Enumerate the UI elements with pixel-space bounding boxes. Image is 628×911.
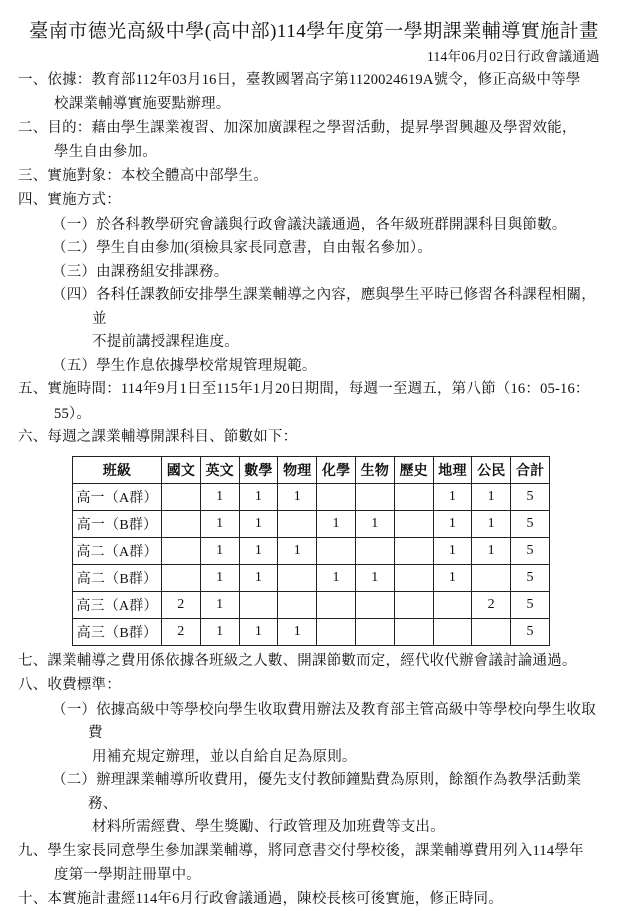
cell (278, 591, 317, 618)
cell (433, 591, 472, 618)
cell (355, 537, 394, 564)
cell (278, 510, 317, 537)
clause-9-continued: 度第一學期註冊單中。 (54, 867, 201, 884)
clause-4: 四、實施方式： (18, 192, 121, 209)
cell: 1 (239, 618, 278, 645)
cell (278, 564, 317, 591)
col-civics: 公民 (472, 456, 511, 483)
approval-date: 114年06月02日行政會議通過 (426, 49, 600, 64)
cell (355, 483, 394, 510)
table-header-row (73, 456, 550, 483)
cell: 1 (200, 591, 239, 618)
clause-1: 一、依據：教育部112年03月16日，臺教國署高字第1120024619A號令，修正高級中等學 (18, 72, 581, 88)
cell (317, 483, 356, 510)
cell: 1 (239, 537, 278, 564)
method-item-5: （五）學生作息依據學校常規管理規範。 (52, 357, 317, 374)
col-math: 數學 (239, 456, 278, 483)
clause-2: 二、目的：藉由學生課業複習、加深加廣課程之學習活動，提昇學習興趣及學習效能， (18, 119, 577, 136)
cell: 1 (433, 564, 472, 591)
table-row (73, 618, 550, 645)
cell: 1 (200, 564, 239, 591)
cell: 1 (317, 510, 356, 537)
cell: 1 (200, 483, 239, 510)
cell (239, 591, 278, 618)
cell (472, 564, 511, 591)
document-body (0, 69, 628, 911)
clause-9: 九、學生家長同意學生參加課業輔導，將同意書交付學校後，課業輔導費用列入114學年 (18, 842, 584, 859)
cell: 1 (200, 618, 239, 645)
cell: 1 (355, 510, 394, 537)
col-class: 班級 (73, 456, 162, 483)
cell: 1 (278, 483, 317, 510)
table-row (73, 564, 550, 591)
method-item-4: （四）各科任課教師安排學生課業輔導之內容，應與學生平時已修習各科課程相關，並 (52, 287, 596, 327)
fee-item-1: （一）依據高級中等學校向學生收取費用辦法及教育部主管高級中等學校向學生收取費 (52, 701, 596, 742)
method-item-1: （一）於各科教學研究會議與行政會議決議通過，各年級班群開課科目與節數。 (52, 216, 567, 233)
table-row (73, 483, 550, 510)
cell: 1 (472, 510, 511, 537)
table-row (73, 591, 550, 618)
cell: 1 (433, 537, 472, 564)
cell (433, 618, 472, 645)
cell: 5 (511, 564, 550, 591)
fee-item-1-continued: 用補充規定辦理，並以自給自足為原則。 (92, 748, 357, 765)
cell: 1 (200, 537, 239, 564)
row-class: 高一（A群） (73, 483, 162, 510)
page-title: 臺南市德光高級中學(高中部)114學年度第一學期課業輔導實施計畫 (29, 21, 599, 42)
col-biology: 生物 (355, 456, 394, 483)
cell: 1 (239, 510, 278, 537)
cell (472, 618, 511, 645)
method-item-3: （三）由課務組安排課務。 (52, 263, 229, 280)
cell: 5 (511, 537, 550, 564)
cell: 1 (317, 564, 356, 591)
row-class: 高一（B群） (73, 510, 162, 537)
col-chemistry: 化學 (317, 456, 356, 483)
cell (394, 591, 433, 618)
cell: 5 (511, 618, 550, 645)
clause-7: 七、課業輔導之費用係依據各班級之人數、開課節數而定，經代收代辦會議討論通過。 (18, 652, 577, 669)
col-physics: 物理 (278, 456, 317, 483)
cell (162, 537, 201, 564)
clause-5: 五、實施時間：114年9月1日至115年1月20日期間，每週一至週五，第八節（16：05-16： (18, 381, 590, 398)
cell: 2 (162, 618, 201, 645)
row-class: 高三（B群） (73, 618, 162, 645)
cell: 1 (433, 483, 472, 510)
cell (317, 591, 356, 618)
cell: 5 (511, 483, 550, 510)
cell: 1 (239, 483, 278, 510)
cell (162, 483, 201, 510)
fee-item-2-continued: 材料所需經費、學生獎勵、行政管理及加班費等支出。 (92, 819, 445, 836)
cell: 1 (433, 510, 472, 537)
document-page (0, 16, 628, 907)
cell (162, 510, 201, 537)
clause-6: 六、每週之課業輔導開課科目、節數如下： (18, 429, 298, 446)
clause-3: 三、實施對象：本校全體高中部學生。 (18, 167, 268, 184)
col-total: 合計 (511, 456, 550, 483)
clause-10: 十、本實施計畫經114年6月行政會議通過，陳校長核可後實施，修正時同。 (18, 890, 503, 907)
table-row (73, 510, 550, 537)
course-hours-table (72, 456, 550, 646)
cell: 5 (511, 591, 550, 618)
cell (317, 618, 356, 645)
cell: 1 (472, 537, 511, 564)
clause-8: 八、收費標準： (18, 677, 121, 694)
cell (355, 618, 394, 645)
col-chinese: 國文 (162, 456, 201, 483)
cell (394, 537, 433, 564)
cell (355, 591, 394, 618)
cell (394, 564, 433, 591)
cell: 1 (200, 510, 239, 537)
cell: 5 (511, 510, 550, 537)
clause-1-continued: 校課業輔導實施要點辦理。 (54, 96, 231, 113)
row-class: 高二（A群） (73, 537, 162, 564)
cell: 1 (355, 564, 394, 591)
cell: 1 (239, 564, 278, 591)
cell (317, 537, 356, 564)
fee-item-2: （二）辦理課業輔導所收費用，優先支付教師鐘點費為原則，餘額作為教學活動業務、 (52, 772, 582, 812)
cell: 2 (162, 591, 201, 618)
col-geography: 地理 (433, 456, 472, 483)
cell (394, 510, 433, 537)
cell: 2 (472, 591, 511, 618)
clause-5-continued: 55）。 (54, 405, 92, 422)
cell: 1 (472, 483, 511, 510)
clause-2-continued: 學生自由參加。 (54, 144, 157, 161)
method-item-2: （二）學生自由參加(須檢具家長同意書，自由報名參加）。 (52, 240, 432, 257)
row-class: 高三（A群） (73, 591, 162, 618)
col-history: 歷史 (394, 456, 433, 483)
col-english: 英文 (200, 456, 239, 483)
cell: 1 (278, 537, 317, 564)
table-row (73, 537, 550, 564)
cell: 1 (278, 618, 317, 645)
row-class: 高二（B群） (73, 564, 162, 591)
cell (162, 564, 201, 591)
cell (394, 618, 433, 645)
cell (394, 483, 433, 510)
method-item-4-continued: 不提前講授課程進度。 (92, 334, 239, 351)
